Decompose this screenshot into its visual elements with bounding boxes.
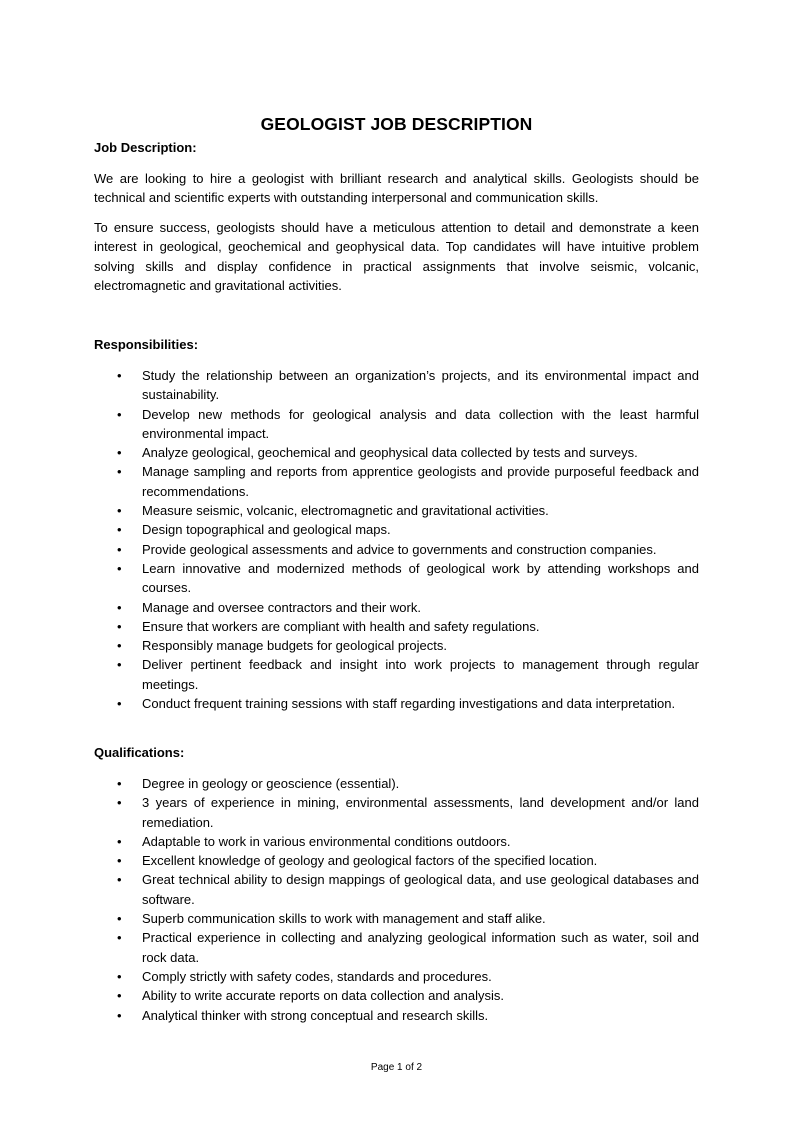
list-item-text: Excellent knowledge of geology and geological factors of the specified location. [142, 853, 598, 869]
list-item-text: Deliver pertinent feedback and insight into work projects to management through regular meetings. [142, 657, 699, 692]
qualification-item [94, 1006, 699, 1025]
list-item-text: Conduct frequent training sessions with staff regarding investigations and data interpretation. [142, 696, 676, 712]
list-item-text: Superb communication skills to work with management and staff alike. [142, 911, 546, 927]
qualifications-heading: Qualifications: [94, 745, 185, 760]
bullet-icon: • [117, 503, 122, 519]
list-item-text: Learn innovative and modernized methods of geological work by attending workshops and courses. [142, 560, 699, 596]
bullet-icon: • [117, 930, 122, 946]
qualification-item [94, 870, 699, 909]
list-item-text: Design topographical and geological maps. [142, 522, 391, 538]
responsibility-item [94, 694, 699, 713]
responsibility-item [94, 636, 699, 655]
list-item-text: Develop new methods for geological analysis and data collection with the least harmful environmental impact. [142, 406, 699, 441]
bullet-icon: • [117, 638, 122, 654]
bullet-icon: • [117, 541, 122, 557]
bullet-icon: • [117, 968, 122, 984]
bullet-icon: • [117, 833, 122, 849]
bullet-icon: • [117, 445, 122, 461]
qualification-item [94, 832, 699, 851]
list-item-text: Ensure that workers are compliant with health and safety regulations. [142, 618, 540, 634]
qualification-item [94, 928, 699, 967]
qualification-item [94, 986, 699, 1005]
qualification-item [94, 774, 699, 793]
list-item-text: Responsibly manage budgets for geological projects. [142, 638, 447, 654]
qualification-item [94, 909, 699, 928]
bullet-icon: • [117, 988, 122, 1004]
list-item-text: Manage and oversee contractors and their work. [142, 599, 421, 615]
responsibility-item [94, 655, 699, 694]
bullet-icon: • [117, 560, 122, 576]
list-item-text: Manage sampling and reports from apprentice geologists and provide purposeful feedback and recommendations. [142, 464, 699, 499]
list-item-text: Analytical thinker with strong conceptual and research skills. [142, 1007, 489, 1023]
job-description-heading: Job Description: [94, 140, 197, 155]
list-item-text: Comply strictly with safety codes, standards and procedures. [142, 968, 492, 984]
responsibility-item [94, 598, 699, 617]
bullet-icon: • [117, 464, 122, 480]
document-title: GEOLOGIST JOB DESCRIPTION [260, 114, 533, 134]
responsibilities-list [94, 366, 699, 713]
list-item-text: Measure seismic, volcanic, electromagnetic and gravitational activities. [142, 503, 549, 519]
list-item-text: Provide geological assessments and advice to governments and construction companies. [142, 541, 657, 557]
bullet-icon: • [117, 406, 122, 422]
bullet-icon: • [117, 696, 122, 712]
bullet-icon: • [117, 911, 122, 927]
bullet-icon: • [117, 657, 122, 673]
responsibility-item [94, 520, 699, 539]
bullet-icon: • [117, 368, 122, 383]
responsibility-item [94, 366, 699, 405]
qualification-item [94, 967, 699, 986]
responsibility-item [94, 462, 699, 501]
qualification-item [94, 793, 699, 832]
success-paragraph: To ensure success, geologists should have a meticulous attention to detail and demonstrate a keen interest in geological, geochemical and geophysical data. Top candidates will have intuitive problem solving skills and display confidence in practical assignments that involve seismic, volcanic, electromagnetic and gravitational activities. [94, 220, 699, 293]
list-item-text: Adaptable to work in various environmental conditions outdoors. [142, 833, 511, 849]
bullet-icon: • [117, 795, 122, 811]
responsibility-item [94, 540, 699, 559]
list-item-text: Great technical ability to design mappings of geological data, and use geological databases and software. [142, 872, 699, 907]
list-item-text: Ability to write accurate reports on data collection and analysis. [142, 988, 505, 1004]
responsibility-item [94, 501, 699, 520]
qualifications-list [94, 774, 699, 1025]
bullet-icon: • [117, 853, 122, 869]
list-item-text: Degree in geology or geoscience (essential). [142, 776, 400, 791]
responsibility-item [94, 405, 699, 444]
intro-paragraph: We are looking to hire a geologist with brilliant research and analytical skills. Geologists should be technical and scientific experts with outstanding interpersonal and communication skills. [94, 171, 699, 206]
bullet-icon: • [117, 1007, 122, 1023]
responsibility-item [94, 443, 699, 462]
list-item-text: Practical experience in collecting and analyzing geological information such as water, soil and rock data. [142, 930, 699, 965]
list-item-text: Analyze geological, geochemical and geophysical data collected by tests and surveys. [142, 445, 638, 461]
qualification-item [94, 851, 699, 870]
list-item-text: Study the relationship between an organization’s projects, and its environmental impact and sustainability. [142, 368, 699, 403]
list-item-text: 3 years of experience in mining, environmental assessments, land development and/or land remediation. [142, 795, 699, 830]
bullet-icon: • [117, 522, 122, 538]
page-footer: Page 1 of 2 [370, 1062, 423, 1073]
bullet-icon: • [117, 872, 122, 888]
responsibilities-heading: Responsibilities: [94, 337, 199, 352]
responsibility-item [94, 559, 699, 598]
bullet-icon: • [117, 776, 122, 791]
bullet-icon: • [117, 618, 122, 634]
responsibility-item [94, 617, 699, 636]
bullet-icon: • [117, 599, 122, 615]
